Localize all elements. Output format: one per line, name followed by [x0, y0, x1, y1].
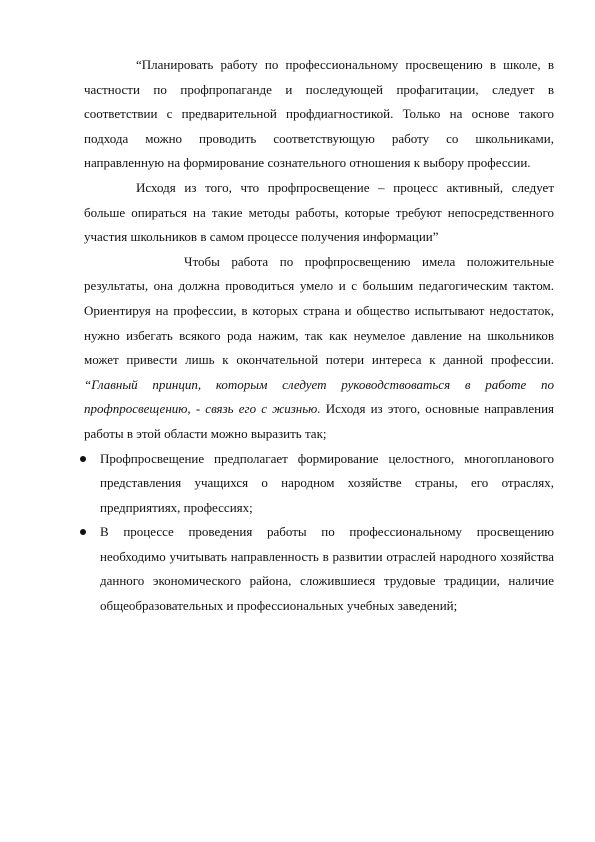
- bullet-list: [84, 447, 554, 619]
- paragraph-3: [84, 250, 554, 447]
- document-page: [84, 53, 554, 619]
- list-item: [80, 447, 554, 521]
- paragraph-3-italic-quote: “Главный принцип, которым следует руководствоваться в работе по профпросвещению, - связь его с жизнью.: [84, 376, 554, 417]
- paragraph-1: “Планировать работу по профессиональному просвещению в школе, в частности по профпропаганде и последующей профагитации, следует в соответствии с предварительной профдиагностикой. Только на основе такого подхода можно проводить соответствующую работу со школьниками, направленную на формирование сознательного отношения к выбору профессии.: [84, 57, 554, 171]
- list-item: [80, 520, 554, 618]
- paragraph-2: Исходя из того, что профпросвещение – процесс активный, следует больше опираться на такие методы работы, которые требуют непосредственного участия школьников в самом процессе получения информации”: [84, 179, 554, 245]
- bullet-icon: [80, 529, 86, 535]
- list-item-text: В процессе проведения работы по профессиональному просвещению необходимо учитывать направленность в развитии отраслей народного хозяйства данного экономического района, сложившиеся трудовые традиции, наличие общеобразовательных и профессиональных учебных заведений;: [100, 524, 554, 614]
- bullet-icon: [80, 456, 86, 462]
- paragraph-3-start: Чтобы работа по профпросвещению имела положительные результаты, она должна проводиться умело и с большим педагогическим тактом. Ориентируя на профессии, в которых страна и общество испытывают недостаток, нужно избегать всякого рода нажим, так как неумелое давление на школьников может привести лишь к окончательной потери интереса к данной профессии.: [84, 253, 554, 368]
- paragraph-3-end: Исходя из этого, основные направления работы в этой области можно выразить так;: [84, 401, 555, 441]
- list-item-text: Профпросвещение предполагает формирование целостного, многопланового представления учащихся о народном хозяйстве страны, его отраслях, предприятиях, профессиях;: [100, 450, 554, 515]
